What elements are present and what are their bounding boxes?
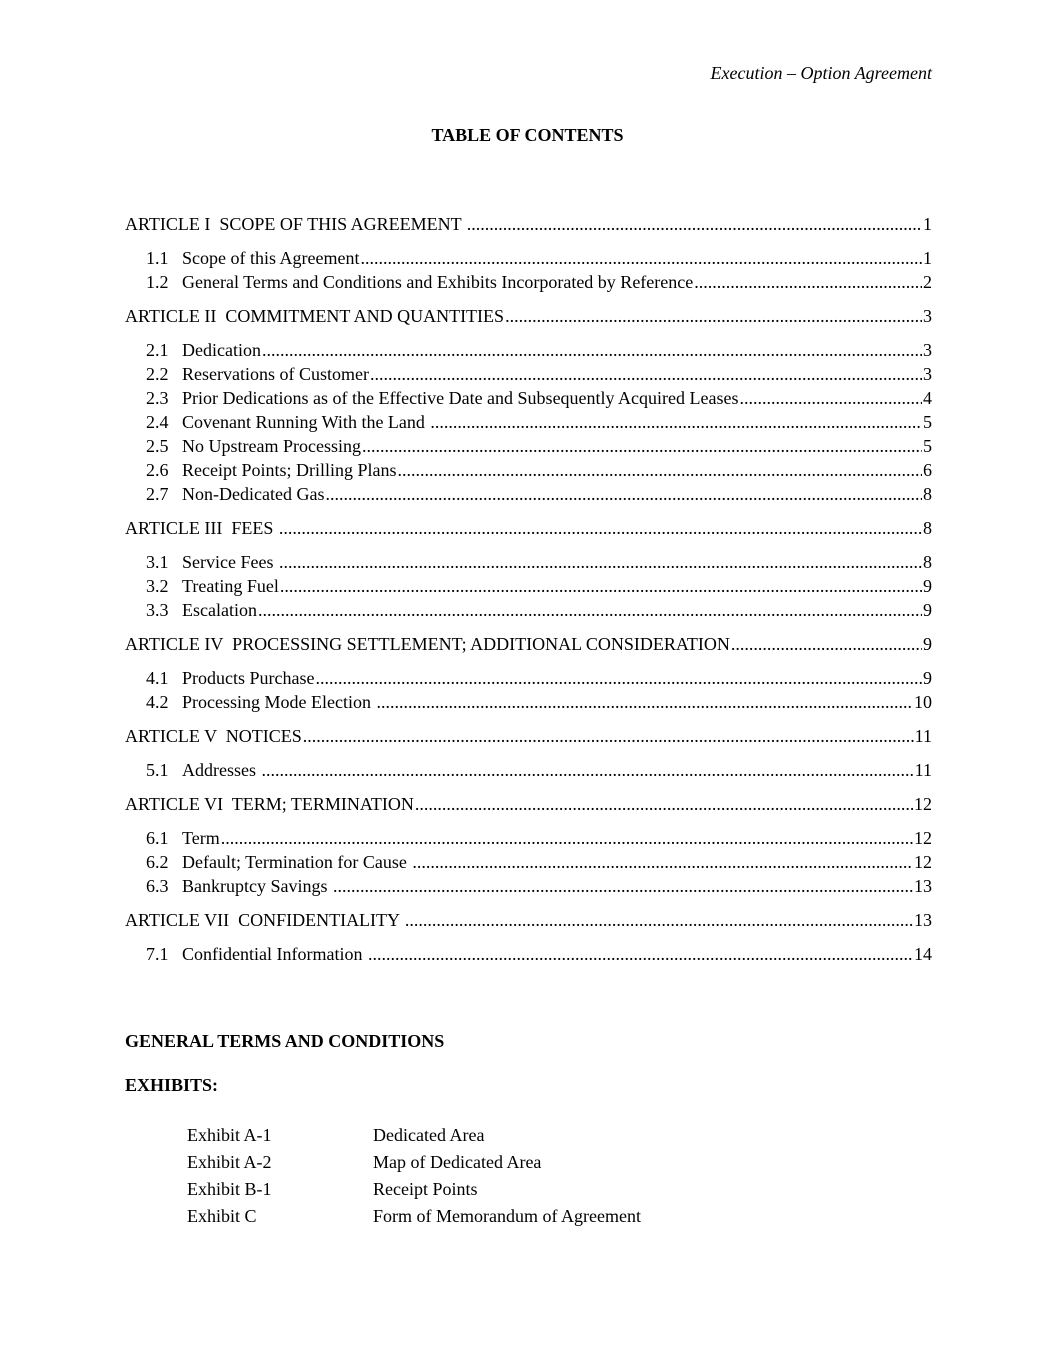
toc-section-entry[interactable] bbox=[146, 666, 932, 690]
toc-leader-dots bbox=[262, 758, 914, 782]
toc-section-entry[interactable] bbox=[146, 942, 932, 966]
toc-section-title: Covenant Running With the Land bbox=[182, 412, 430, 432]
toc-article-label: ARTICLE II COMMITMENT AND QUANTITIES bbox=[125, 306, 505, 326]
toc-section-entry[interactable] bbox=[146, 574, 932, 598]
toc-section-entry[interactable] bbox=[146, 434, 932, 458]
toc-section-number: 2.5 bbox=[146, 436, 169, 456]
toc-section-number: 2.7 bbox=[146, 484, 169, 504]
toc-section-label bbox=[146, 270, 693, 294]
toc-section-entry[interactable] bbox=[146, 458, 932, 482]
exhibit-title: Dedicated Area bbox=[373, 1125, 485, 1145]
toc-article-label: ARTICLE V NOTICES bbox=[125, 726, 302, 746]
toc-page-number: 5 bbox=[923, 412, 932, 432]
toc-leader-dots bbox=[279, 516, 922, 540]
toc-page-number: 3 bbox=[923, 364, 932, 384]
toc-leader-dots bbox=[333, 874, 913, 898]
toc-article-label: ARTICLE I SCOPE OF THIS AGREEMENT bbox=[125, 214, 466, 234]
toc-section-group bbox=[125, 338, 932, 506]
toc-article-label: ARTICLE III FEES bbox=[125, 518, 278, 538]
toc-page-number: 13 bbox=[914, 910, 932, 930]
toc-article-label: ARTICLE VII CONFIDENTIALITY bbox=[125, 910, 404, 930]
toc-section-title: Escalation bbox=[182, 600, 257, 620]
exhibit-row bbox=[187, 1122, 641, 1149]
toc-leader-dots bbox=[303, 724, 914, 748]
toc-leader-dots bbox=[368, 942, 913, 966]
toc-leader-dots bbox=[279, 550, 922, 574]
toc-leader-dots bbox=[360, 246, 922, 270]
toc-page-number: 10 bbox=[914, 692, 932, 712]
toc-leader-dots bbox=[430, 410, 922, 434]
toc-section-title: Processing Mode Election bbox=[182, 692, 376, 712]
general-terms-heading: GENERAL TERMS AND CONDITIONS bbox=[125, 1031, 445, 1051]
toc-leader-dots bbox=[370, 362, 922, 386]
toc-section-label bbox=[146, 458, 397, 482]
toc-section-label bbox=[146, 386, 739, 410]
toc-section-title: Addresses bbox=[182, 760, 261, 780]
table-of-contents bbox=[125, 212, 932, 966]
toc-page-number: 5 bbox=[923, 436, 932, 456]
toc-page-number: 14 bbox=[914, 944, 932, 964]
exhibit-id: Exhibit B-1 bbox=[187, 1179, 272, 1199]
toc-leader-dots bbox=[467, 212, 922, 236]
exhibits-heading: EXHIBITS: bbox=[125, 1075, 219, 1095]
toc-section-label bbox=[146, 362, 369, 386]
toc-section-number: 5.1 bbox=[146, 760, 169, 780]
toc-section-title: Non-Dedicated Gas bbox=[182, 484, 325, 504]
toc-article-entry[interactable] bbox=[125, 908, 932, 932]
toc-page-number: 9 bbox=[923, 600, 932, 620]
toc-section-title: Confidential Information bbox=[182, 944, 367, 964]
toc-section-number: 3.1 bbox=[146, 552, 169, 572]
toc-section-title: Reservations of Customer bbox=[182, 364, 369, 384]
toc-leader-dots bbox=[362, 434, 922, 458]
toc-section-number: 6.3 bbox=[146, 876, 169, 896]
toc-page-number: 11 bbox=[914, 760, 932, 780]
exhibit-row bbox=[187, 1149, 641, 1176]
exhibit-title: Form of Memorandum of Agreement bbox=[373, 1206, 641, 1226]
exhibit-id: Exhibit A-2 bbox=[187, 1152, 272, 1172]
toc-section-title: Dedication bbox=[182, 340, 261, 360]
toc-section-entry[interactable] bbox=[146, 826, 932, 850]
toc-page-number: 13 bbox=[914, 876, 932, 896]
toc-section-label bbox=[146, 826, 220, 850]
toc-section-number: 6.1 bbox=[146, 828, 169, 848]
toc-section-label bbox=[146, 690, 375, 714]
toc-section-entry[interactable] bbox=[146, 270, 932, 294]
toc-section-label bbox=[146, 246, 359, 270]
toc-section-entry[interactable] bbox=[146, 850, 932, 874]
toc-section-label bbox=[146, 850, 411, 874]
toc-section-number: 2.3 bbox=[146, 388, 169, 408]
toc-section-entry[interactable] bbox=[146, 362, 932, 386]
exhibits-list bbox=[187, 1122, 641, 1230]
toc-section-group bbox=[125, 246, 932, 294]
toc-section-label bbox=[146, 550, 278, 574]
toc-section-title: Service Fees bbox=[182, 552, 278, 572]
toc-leader-dots bbox=[405, 908, 913, 932]
toc-section-title: Scope of this Agreement bbox=[182, 248, 360, 268]
toc-article-entry[interactable] bbox=[125, 724, 932, 748]
toc-section-number: 7.1 bbox=[146, 944, 169, 964]
toc-article-entry[interactable] bbox=[125, 632, 932, 656]
toc-leader-dots bbox=[376, 690, 913, 714]
toc-section-label bbox=[146, 574, 279, 598]
toc-section-number: 4.1 bbox=[146, 668, 169, 688]
toc-page-number: 3 bbox=[923, 340, 932, 360]
exhibit-id: Exhibit A-1 bbox=[187, 1125, 272, 1145]
toc-section-entry[interactable] bbox=[146, 550, 932, 574]
toc-section-number: 2.4 bbox=[146, 412, 169, 432]
toc-section-title: Term bbox=[182, 828, 220, 848]
toc-leader-dots bbox=[315, 666, 922, 690]
toc-section-group bbox=[125, 550, 932, 622]
toc-section-entry[interactable] bbox=[146, 410, 932, 434]
toc-section-entry[interactable] bbox=[146, 246, 932, 270]
toc-page-number: 9 bbox=[923, 634, 932, 654]
toc-page-number: 12 bbox=[914, 828, 932, 848]
toc-section-entry[interactable] bbox=[146, 690, 932, 714]
toc-leader-dots bbox=[325, 482, 922, 506]
document-header: Execution – Option Agreement bbox=[710, 63, 932, 83]
toc-leader-dots bbox=[412, 850, 913, 874]
exhibit-row bbox=[187, 1176, 641, 1203]
toc-section-group bbox=[125, 666, 932, 714]
toc-section-entry[interactable] bbox=[146, 758, 932, 782]
toc-section-label bbox=[146, 666, 314, 690]
toc-leader-dots bbox=[415, 792, 913, 816]
toc-section-number: 2.1 bbox=[146, 340, 169, 360]
toc-page-number: 8 bbox=[923, 484, 932, 504]
toc-page-number: 2 bbox=[923, 272, 932, 292]
toc-section-label bbox=[146, 942, 367, 966]
toc-page-number: 4 bbox=[923, 388, 932, 408]
toc-section-title: Prior Dedications as of the Effective Date and Subsequently Acquired Leases bbox=[182, 388, 739, 408]
toc-leader-dots bbox=[262, 338, 922, 362]
toc-section-title: General Terms and Conditions and Exhibits Incorporated by Reference bbox=[182, 272, 694, 292]
toc-page-number: 6 bbox=[923, 460, 932, 480]
toc-leader-dots bbox=[398, 458, 923, 482]
toc-section-entry[interactable] bbox=[146, 482, 932, 506]
toc-section-number: 2.2 bbox=[146, 364, 169, 384]
toc-section-entry[interactable] bbox=[146, 598, 932, 622]
toc-section-title: Bankruptcy Savings bbox=[182, 876, 332, 896]
toc-section-label bbox=[146, 338, 261, 362]
toc-section-title: Receipt Points; Drilling Plans bbox=[182, 460, 397, 480]
toc-section-label bbox=[146, 598, 257, 622]
toc-article-entry[interactable] bbox=[125, 516, 932, 540]
toc-leader-dots bbox=[694, 270, 922, 294]
toc-page-number: 12 bbox=[914, 852, 932, 872]
toc-page-number: 11 bbox=[914, 726, 932, 746]
toc-page-number: 8 bbox=[923, 518, 932, 538]
toc-section-title: Products Purchase bbox=[182, 668, 315, 688]
toc-article-entry[interactable] bbox=[125, 304, 932, 328]
toc-leader-dots bbox=[280, 574, 922, 598]
toc-section-number: 3.2 bbox=[146, 576, 169, 596]
exhibit-id: Exhibit C bbox=[187, 1206, 257, 1226]
toc-section-group bbox=[125, 942, 932, 966]
toc-page-number: 9 bbox=[923, 576, 932, 596]
exhibit-title: Receipt Points bbox=[373, 1179, 478, 1199]
toc-article-entry[interactable] bbox=[125, 212, 932, 236]
toc-section-label bbox=[146, 874, 332, 898]
toc-section-number: 1.2 bbox=[146, 272, 169, 292]
toc-leader-dots bbox=[740, 386, 923, 410]
toc-section-label bbox=[146, 410, 429, 434]
toc-section-label bbox=[146, 482, 324, 506]
toc-page-number: 3 bbox=[923, 306, 932, 326]
toc-page-number: 1 bbox=[923, 214, 932, 234]
toc-section-group bbox=[125, 758, 932, 782]
toc-page-number: 8 bbox=[923, 552, 932, 572]
toc-article-entry[interactable] bbox=[125, 792, 932, 816]
toc-leader-dots bbox=[258, 598, 922, 622]
toc-title: TABLE OF CONTENTS bbox=[431, 125, 624, 145]
toc-page-number: 1 bbox=[923, 248, 932, 268]
toc-section-entry[interactable] bbox=[146, 874, 932, 898]
toc-section-number: 1.1 bbox=[146, 248, 169, 268]
toc-section-label bbox=[146, 434, 361, 458]
exhibit-row bbox=[187, 1203, 641, 1230]
toc-section-label bbox=[146, 758, 261, 782]
toc-section-title: Default; Termination for Cause bbox=[182, 852, 412, 872]
toc-section-title: No Upstream Processing bbox=[182, 436, 361, 456]
toc-section-number: 6.2 bbox=[146, 852, 169, 872]
toc-page-number: 9 bbox=[923, 668, 932, 688]
toc-section-entry[interactable] bbox=[146, 386, 932, 410]
toc-leader-dots bbox=[221, 826, 913, 850]
toc-article-label: ARTICLE VI TERM; TERMINATION bbox=[125, 794, 414, 814]
toc-section-number: 4.2 bbox=[146, 692, 169, 712]
toc-section-title: Treating Fuel bbox=[182, 576, 279, 596]
toc-page-number: 12 bbox=[914, 794, 932, 814]
toc-section-entry[interactable] bbox=[146, 338, 932, 362]
exhibit-title: Map of Dedicated Area bbox=[373, 1152, 542, 1172]
toc-section-number: 2.6 bbox=[146, 460, 169, 480]
toc-leader-dots bbox=[505, 304, 922, 328]
toc-leader-dots bbox=[731, 632, 922, 656]
toc-section-number: 3.3 bbox=[146, 600, 169, 620]
toc-article-label: ARTICLE IV PROCESSING SETTLEMENT; ADDITIONAL CONSIDERATION bbox=[125, 634, 730, 654]
toc-section-group bbox=[125, 826, 932, 898]
